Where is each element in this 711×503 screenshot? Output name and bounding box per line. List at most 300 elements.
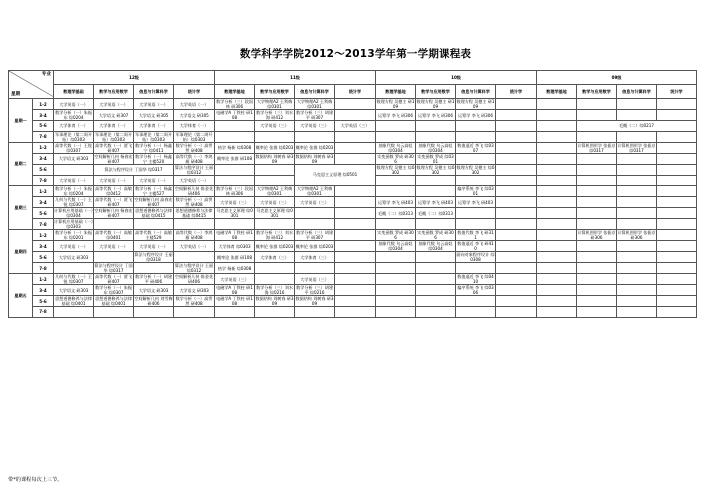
- course-cell: 大学物理A2 王利梅 综0301: [255, 99, 295, 110]
- course-cell: [335, 153, 376, 164]
- course-cell: [496, 230, 537, 241]
- course-cell: 高等代数（一）贾飞 研407: [95, 142, 132, 153]
- course-cell: [335, 274, 376, 285]
- course-cell: [456, 263, 496, 274]
- course-cell: 思想道德修养与法律基础 综0401: [55, 296, 92, 306]
- course-cell: [577, 263, 617, 274]
- course-cell: 思想道德修养与法律基础 综0415: [135, 208, 172, 218]
- course-cell: 数值逼近 李飞 研410: [457, 241, 494, 251]
- course-cell: [496, 164, 537, 175]
- time-slot: 1-2: [33, 274, 54, 285]
- course-cell: [335, 263, 376, 274]
- major-header: 统计学: [174, 85, 215, 99]
- course-cell: 数学分析（一）杨鑫宁 主楼527: [135, 186, 172, 196]
- course-cell: [496, 219, 537, 230]
- major-header: 数理学基地: [376, 85, 416, 99]
- course-cell: [537, 197, 577, 208]
- course-cell: [577, 219, 617, 230]
- course-cell: 数学分析（三）胡建平 综0216: [296, 285, 333, 295]
- major-header: 统计学: [657, 85, 697, 99]
- course-cell: [335, 110, 376, 121]
- course-cell: 数值代数 李飞 研311: [457, 230, 494, 240]
- page-title: 数学科学学院2012～2013学年第一学期课程表: [239, 48, 472, 60]
- course-cell: 数据结构 刘树春 研309: [255, 296, 294, 306]
- course-cell: [617, 208, 657, 219]
- course-cell: 毛概（二）综0217: [577, 121, 697, 132]
- course-cell: 数值逼近 李飞 综0410: [457, 274, 494, 284]
- course-cell: [94, 307, 134, 318]
- course-cell: [537, 307, 577, 318]
- course-cell: 高等代数（一）贾飞 研407: [95, 197, 132, 207]
- course-cell: [617, 263, 657, 274]
- course-cell: [335, 241, 376, 252]
- course-cell: [657, 197, 697, 208]
- course-cell: 大学英语（一）: [94, 241, 134, 252]
- course-cell: [577, 307, 617, 318]
- course-cell: 大学英语（一）: [94, 175, 134, 186]
- course-cell: 数学分析（一）杨鑫宁 综0411: [135, 142, 172, 153]
- course-cell: 数理方程 吴德主 综0302: [376, 164, 415, 175]
- major-header: 数学与应用数学: [255, 85, 295, 99]
- course-cell: 大学语文 研307: [94, 110, 134, 121]
- course-cell: 偏序系统 李飞 综0301: [457, 186, 494, 196]
- course-cell: [657, 230, 697, 241]
- course-cell: [577, 186, 617, 197]
- course-cell: [255, 131, 295, 142]
- course-cell: [617, 285, 657, 296]
- time-slot: 1-2: [33, 99, 54, 110]
- course-cell: 数学分析（三）刘水海 综0216: [256, 285, 293, 295]
- course-cell: 大学英语（一）: [174, 175, 215, 186]
- course-cell: 大学英语（一）: [54, 241, 94, 252]
- course-cell: [657, 164, 697, 175]
- course-cell: [215, 121, 255, 132]
- course-cell: [335, 142, 376, 153]
- course-cell: 数学分析（三）段国林 研306: [216, 186, 253, 196]
- course-cell: [416, 121, 456, 132]
- course-cell: 高等代数（一）李鸿雁 研408: [174, 153, 215, 164]
- course-cell: [496, 241, 537, 252]
- course-cell: [577, 296, 617, 307]
- time-slot: 5-6: [33, 164, 54, 175]
- course-cell: 军事理论（第二周开始）综0303: [55, 131, 92, 142]
- course-cell: [657, 263, 697, 274]
- course-cell: 电磁学A 丁铁柱 研108: [216, 296, 253, 306]
- course-cell: [577, 208, 617, 219]
- course-cell: [537, 142, 577, 153]
- course-cell: 数据结构 刘树春 研309: [295, 296, 334, 306]
- course-cell: [416, 186, 456, 197]
- time-slot: 5-6: [33, 208, 54, 219]
- course-cell: [496, 186, 537, 197]
- course-cell: [255, 219, 295, 230]
- course-cell: 计算机图形学 张振京 研306: [617, 230, 656, 240]
- course-cell: [496, 142, 537, 153]
- course-cell: 大学语文 研303: [174, 285, 215, 296]
- course-cell: [255, 274, 295, 285]
- course-cell: [255, 175, 295, 186]
- course-cell: 概率论 张群 综0203: [295, 241, 335, 252]
- course-cell: [134, 263, 174, 274]
- course-cell: [335, 99, 376, 110]
- course-cell: 数学分析（一）朱振东 综0204: [55, 110, 92, 120]
- course-cell: [335, 285, 376, 296]
- course-cell: 大学英语（一）: [54, 99, 94, 110]
- course-cell: [496, 110, 537, 121]
- course-cell: [496, 263, 537, 274]
- course-cell: [335, 296, 376, 307]
- course-cell: 大学英语（一）: [174, 99, 215, 110]
- course-cell: 电磁学A 丁铁柱 研108: [216, 285, 253, 295]
- course-cell: [335, 208, 376, 219]
- time-slot: 3-4: [33, 153, 54, 164]
- course-cell: 电磁学A 丁铁柱 研108: [216, 110, 253, 120]
- corner-major-label: 专业: [41, 72, 51, 77]
- time-slot: 3-4: [33, 197, 54, 208]
- course-cell: 抽象代数 乌云高娃 综0304: [416, 241, 456, 252]
- course-cell: [537, 164, 577, 175]
- course-cell: 空间解析几何 陈金花 研406: [174, 274, 214, 284]
- course-cell: 面向对象程序设计 综0308: [456, 252, 495, 262]
- course-cell: [537, 186, 577, 197]
- time-slot: 7-8: [33, 131, 54, 142]
- course-cell: 实变函数 罗成 研306: [417, 230, 454, 240]
- course-cell: [537, 296, 577, 307]
- course-cell: [255, 263, 295, 274]
- course-cell: 概率论 张群 综0203: [295, 142, 335, 153]
- course-cell: [376, 263, 416, 274]
- course-cell: [537, 131, 577, 142]
- course-cell: 高等代数（一）高敏 综0401: [95, 230, 132, 240]
- course-cell: [335, 219, 376, 230]
- course-cell: 运筹学 李飞 研306: [376, 110, 416, 121]
- course-cell: [376, 285, 416, 296]
- course-cell: 数理方程 吴德主 研109: [416, 99, 455, 109]
- course-cell: [657, 219, 697, 230]
- course-cell: [496, 285, 537, 296]
- course-cell: [456, 175, 496, 186]
- major-header: 信息与计算科学: [617, 85, 657, 99]
- course-cell: [496, 121, 537, 132]
- course-cell: [496, 99, 537, 110]
- course-cell: [577, 131, 617, 142]
- course-cell: [376, 121, 416, 132]
- course-cell: 热学 杨新 综0308: [215, 263, 255, 274]
- course-cell: 算法与程序设计 王丽 综0318: [134, 252, 173, 262]
- course-cell: 计算机应用基础（一）综0303: [54, 219, 93, 229]
- course-cell: [577, 274, 617, 285]
- course-cell: 实变函数 罗成 研306: [377, 153, 414, 164]
- course-cell: 运筹学 李飞 研306: [416, 110, 456, 121]
- course-cell: 高等代数（一）高敏 主楼529: [135, 230, 172, 240]
- course-cell: [376, 274, 416, 285]
- major-header: 数理学基地: [537, 85, 577, 99]
- major-header: 数理学基地: [215, 85, 255, 99]
- course-cell: 思想道德修养与法律基础 综0401: [95, 296, 132, 306]
- course-cell: [174, 252, 215, 263]
- course-cell: [617, 241, 657, 252]
- course-cell: [416, 285, 456, 296]
- course-cell: [295, 219, 335, 230]
- course-cell: [537, 230, 577, 241]
- course-cell: 运筹学 李飞 研403: [456, 197, 496, 208]
- course-cell: 算法与程序设计 丁国华 综0317: [94, 164, 174, 175]
- course-cell: [416, 175, 456, 186]
- major-header: 信息与计算科学: [456, 85, 496, 99]
- course-cell: [376, 219, 416, 230]
- course-cell: [94, 219, 134, 230]
- course-cell: 概率论 张群 综0203: [255, 142, 295, 153]
- course-cell: 数学分析（三）段国林 研306: [216, 99, 253, 109]
- course-cell: [617, 99, 657, 110]
- course-cell: 大学物理A2 王利梅 综0301: [255, 186, 295, 197]
- corner-day-label: 星期: [11, 92, 21, 97]
- course-cell: 大学英语（一）: [174, 241, 215, 252]
- course-cell: 军事理论（第二周开始）综0303: [174, 131, 215, 142]
- course-cell: 数理方程 吴德主 研109: [456, 99, 495, 109]
- course-cell: [617, 296, 657, 307]
- course-cell: [617, 175, 657, 186]
- course-cell: [577, 153, 617, 164]
- course-cell: 抽象代数 乌云高娃 综0304: [376, 241, 416, 252]
- course-cell: 大学语文 研305: [174, 110, 215, 121]
- major-header: 统计学: [335, 85, 376, 99]
- course-cell: [376, 175, 416, 186]
- time-slot: 7-8: [33, 219, 54, 230]
- course-cell: 数理方程 吴德主 研109: [376, 99, 415, 109]
- time-slot: 7-8: [33, 175, 54, 186]
- course-cell: [537, 285, 577, 296]
- course-cell: 数学分析（三）刘水海 研412: [256, 230, 293, 240]
- course-cell: 空间解析几何 杨春宏 研407: [94, 208, 133, 218]
- course-cell: 大学英语（三）: [295, 121, 335, 132]
- course-cell: 计算机图形学 张振京 综0317: [577, 142, 616, 153]
- course-cell: 空间解析几何 陈金花 研406: [174, 186, 214, 196]
- time-slot: 1-2: [33, 230, 54, 241]
- course-cell: [537, 252, 577, 263]
- course-cell: [496, 131, 537, 142]
- course-cell: [617, 274, 657, 285]
- course-cell: [657, 175, 697, 186]
- course-cell: 数学分析（三）胡建平 研307: [296, 230, 333, 240]
- time-slot: 7-8: [33, 307, 54, 318]
- course-cell: 概率论 张群 综0203: [255, 241, 295, 252]
- day-label: 星期五: [9, 274, 33, 318]
- course-cell: 概率论 张群 研108: [215, 252, 255, 263]
- course-cell: [456, 307, 496, 318]
- corner-header: [9, 71, 54, 99]
- course-cell: [295, 208, 335, 219]
- course-cell: 大学英语（一）: [54, 175, 94, 186]
- time-slot: 1-2: [33, 142, 54, 153]
- major-header: 统计学: [496, 85, 537, 99]
- course-cell: 大学英语（三）: [255, 197, 295, 208]
- course-cell: [456, 153, 496, 164]
- course-cell: [376, 307, 416, 318]
- course-cell: 大学语文 研303: [54, 285, 94, 296]
- course-cell: [456, 219, 496, 230]
- course-cell: 空间解析几何 刘雪梅 研406: [134, 296, 173, 306]
- course-cell: 数学分析（一）杨鑫宁 主楼520: [135, 153, 172, 164]
- course-cell: 大学物理A2 王利梅 综0301: [295, 186, 335, 197]
- course-cell: 抽象代数 乌云高娃 综0304: [376, 142, 416, 153]
- course-cell: 军事理论（第二周开始）综0303: [135, 131, 172, 142]
- time-slot: 5-6: [33, 296, 54, 307]
- course-cell: [376, 186, 416, 197]
- course-cell: [496, 197, 537, 208]
- course-cell: [537, 241, 577, 252]
- course-cell: 运筹学 李飞 研403: [376, 197, 416, 208]
- course-cell: 大学语文 研303: [54, 252, 94, 263]
- course-cell: 数学分析（三）胡建平 研307: [296, 110, 333, 120]
- course-cell: [537, 219, 577, 230]
- course-cell: 几何与代数（一）王锐 综0307: [55, 197, 92, 207]
- course-cell: [215, 219, 255, 230]
- course-cell: 数学分析（一）胡建平 研406: [135, 274, 172, 284]
- course-cell: 大学英语（三）: [215, 197, 255, 208]
- course-cell: [657, 208, 697, 219]
- course-cell: [215, 164, 255, 175]
- course-cell: [456, 131, 496, 142]
- course-cell: [215, 175, 255, 186]
- course-cell: [54, 164, 94, 175]
- course-cell: [537, 153, 577, 164]
- course-cell: 高等代数（一）高敏 综0412: [95, 186, 132, 196]
- course-cell: 大学体育（三）: [255, 252, 295, 263]
- course-cell: [537, 263, 577, 274]
- course-cell: [657, 296, 697, 307]
- course-cell: [657, 241, 697, 252]
- course-cell: [456, 121, 496, 132]
- course-cell: [657, 131, 697, 142]
- day-label: 星期二: [9, 142, 33, 186]
- course-cell: [577, 110, 617, 121]
- course-cell: [496, 208, 537, 219]
- course-cell: 偏序系统 李飞 综0306: [457, 285, 494, 295]
- course-cell: [537, 110, 577, 121]
- course-cell: [657, 99, 697, 110]
- course-cell: 数学分析（一）高霁然 研408: [174, 197, 215, 208]
- course-cell: 概率论 张群 研108: [215, 153, 255, 164]
- course-cell: [295, 307, 335, 318]
- time-slot: 3-4: [33, 241, 54, 252]
- course-cell: [657, 252, 697, 263]
- course-cell: [657, 110, 697, 121]
- course-cell: 大学英语（三）: [335, 121, 376, 132]
- course-cell: 算法与程序设计 丁国华 综0317: [94, 263, 133, 273]
- course-cell: 大学物理A2 王利梅 综0301: [295, 99, 335, 110]
- course-cell: [335, 230, 376, 241]
- day-label: 星期四: [9, 230, 33, 274]
- course-cell: 马克思主义原理 综0501: [295, 164, 376, 186]
- course-cell: 数学分析（一）高霁然 研408: [174, 296, 215, 307]
- course-cell: [134, 307, 174, 318]
- course-cell: 大学英语（一）: [134, 175, 174, 186]
- course-cell: [174, 307, 215, 318]
- course-cell: [617, 197, 657, 208]
- footnote: 带*的课程每次上三节。: [8, 477, 63, 483]
- course-cell: 空间解析几何 杨春宏 研407: [94, 153, 133, 164]
- course-cell: 计算机图形学 张振京 研306: [577, 230, 616, 240]
- course-cell: [657, 142, 697, 153]
- course-cell: 数学分析（一）朱振东 综0307: [95, 285, 132, 295]
- course-cell: 大学英语（三）: [295, 274, 335, 285]
- course-cell: 大学英语（一）: [94, 99, 134, 110]
- course-cell: 数学分析（三）刘水海 研412: [256, 110, 293, 120]
- course-cell: [577, 241, 617, 252]
- course-cell: 毛概（二）综0313: [376, 208, 416, 219]
- course-cell: [255, 164, 295, 175]
- course-cell: [577, 175, 617, 186]
- course-cell: 大学英语（一）: [134, 241, 174, 252]
- course-cell: 毛概（二）综0313: [416, 208, 456, 219]
- course-cell: [577, 164, 617, 175]
- course-cell: 空间解析几何 高春宏 研407: [134, 197, 173, 207]
- course-cell: [537, 175, 577, 186]
- course-cell: [617, 252, 657, 263]
- course-cell: [657, 153, 697, 164]
- course-cell: 运筹学 李飞 研306: [456, 110, 496, 121]
- course-cell: 高等代数（一）贾飞 研407: [95, 274, 132, 284]
- course-cell: 大学体育（一）: [174, 121, 215, 132]
- course-cell: [617, 307, 657, 318]
- course-cell: [416, 296, 456, 307]
- course-cell: 算法与程序设计 王丽 综0312: [174, 263, 214, 273]
- course-cell: 马克思主义原理 综0301: [216, 208, 253, 218]
- grade-header: 10级: [376, 71, 537, 85]
- course-cell: 军事理论（第二周开始）综0303: [95, 131, 132, 142]
- course-cell: 抽象代数 乌云高娃 综0304: [416, 142, 456, 153]
- course-cell: [416, 263, 456, 274]
- course-cell: [376, 252, 416, 263]
- course-cell: [617, 219, 657, 230]
- time-slot: 5-6: [33, 121, 54, 132]
- time-slot: 7-8: [33, 263, 54, 274]
- grade-header: 12级: [54, 71, 215, 85]
- course-cell: [537, 99, 577, 110]
- course-cell: [456, 296, 496, 307]
- course-cell: 大学语文 研305: [134, 110, 174, 121]
- course-cell: [657, 186, 697, 197]
- course-cell: [496, 274, 537, 285]
- course-cell: 计算机图形学 张振京 综0317: [617, 142, 656, 153]
- course-cell: [335, 186, 376, 197]
- course-cell: [657, 307, 697, 318]
- course-cell: [657, 285, 697, 296]
- course-cell: [335, 197, 376, 208]
- course-cell: [496, 296, 537, 307]
- course-cell: 大学语文 研303: [134, 285, 174, 296]
- course-cell: [134, 219, 174, 230]
- course-cell: [496, 175, 537, 186]
- course-cell: 实变函数 罗成 研306: [377, 230, 414, 240]
- course-cell: 热学 杨新 综0308: [215, 142, 255, 153]
- course-cell: 几何与代数（一）王锐 综0307: [55, 274, 92, 284]
- day-label: 星期一: [9, 99, 33, 143]
- course-cell: [335, 131, 376, 142]
- course-cell: 大学英语（一）: [134, 99, 174, 110]
- major-header: 信息与计算科学: [134, 85, 174, 99]
- course-cell: 思想道德修养与法律基础 综0415: [174, 208, 215, 219]
- major-header: 数学与应用数学: [94, 85, 134, 99]
- course-cell: 大学英语（三）: [215, 274, 255, 285]
- major-header: 数学与应用数学: [416, 85, 456, 99]
- course-cell: [416, 131, 456, 142]
- course-cell: [174, 219, 215, 230]
- course-cell: [456, 208, 496, 219]
- course-cell: [617, 131, 657, 142]
- course-cell: 大学体育（一）: [134, 121, 174, 132]
